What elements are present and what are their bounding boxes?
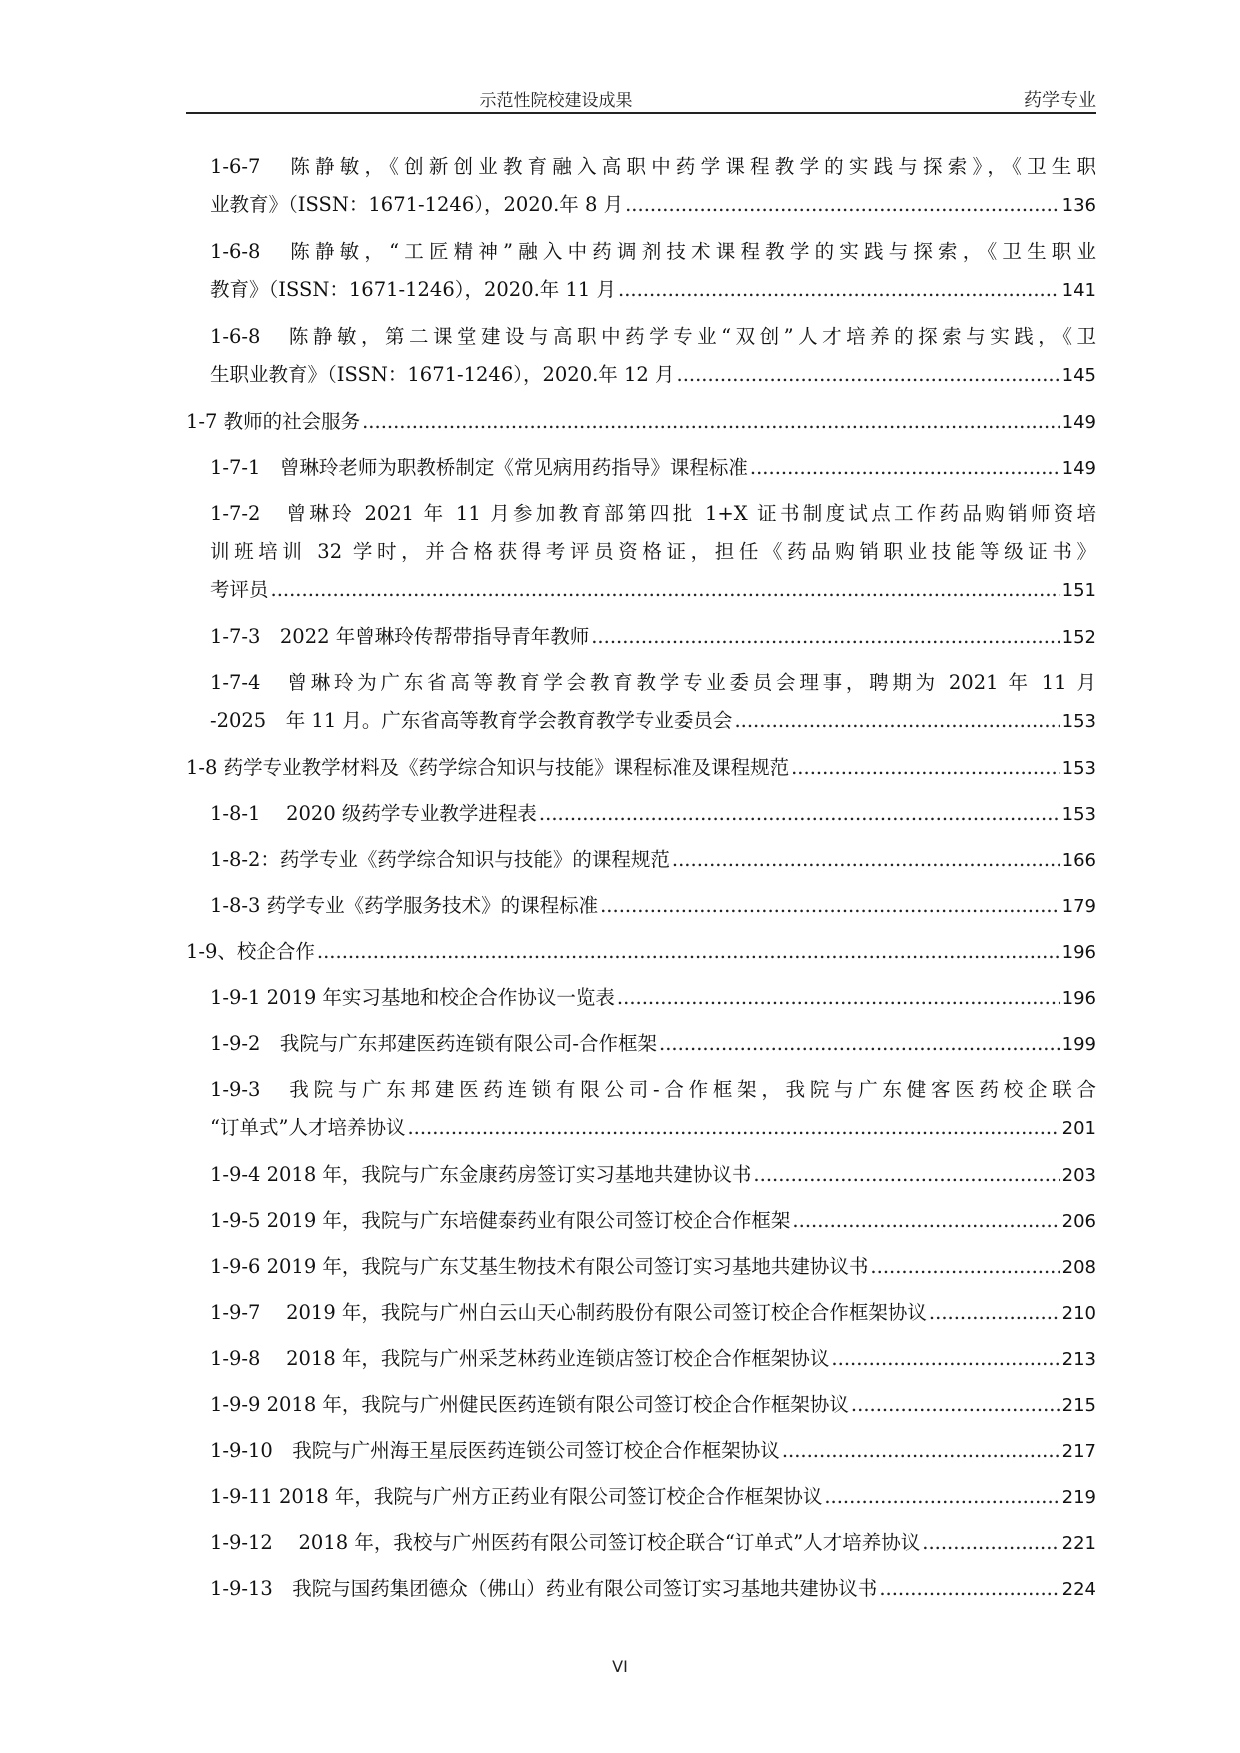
toc-entry[interactable]: [186, 795, 1096, 834]
toc-entry-text: 1-6-8 陈静敏，第二课堂建设与高职中药学专业“双创”人才培养的探索与实践，《卫: [210, 325, 1096, 348]
toc-entry-text: 1-9-7 2019 年，我院与广州白云山天心制药股份有限公司签订校企合作框架协议: [210, 1301, 927, 1324]
toc-entry[interactable]: [186, 887, 1096, 926]
toc-page-number: 196: [1061, 942, 1096, 963]
toc-entry-text: 1-9-12 2018 年，我校与广州医药有限公司签订校企联合“订单式”人才培养协议: [210, 1531, 921, 1554]
toc-page-number: 210: [1061, 1303, 1096, 1324]
toc-entry-text: 1-9-9 2018 年，我院与广州健民医药连锁有限公司签订校企合作框架协议: [210, 1393, 849, 1416]
toc-page-number: 151: [1061, 580, 1096, 601]
toc-leader-dots: [750, 449, 1060, 487]
toc-entry[interactable]: [186, 449, 1096, 488]
toc-leader-dots: [618, 271, 1060, 309]
toc-page-number: 136: [1061, 195, 1096, 216]
toc-entry-text: 1-7-2 曾琳玲 2021 年 11 月参加教育部第四批 1+X 证书制度试点工作药品购销师资培: [210, 502, 1096, 525]
toc-entry-text: 1-9-11 2018 年，我院与广州方正药业有限公司签订校企合作框架协议: [210, 1485, 823, 1508]
toc-entry-text: “订单式”人才培养协议: [210, 1116, 406, 1139]
toc-leader-dots: [539, 795, 1060, 833]
toc-entry-text: 教育》（ISSN：1671-1246），2020.年 11 月: [210, 278, 617, 301]
toc-entry[interactable]: [186, 1432, 1096, 1471]
table-of-contents: [186, 148, 1096, 1616]
toc-leader-dots: [824, 1478, 1059, 1516]
toc-page-number: 153: [1061, 711, 1096, 732]
toc-page-number: 221: [1061, 1533, 1096, 1554]
toc-entry[interactable]: [186, 749, 1096, 788]
toc-entry-text: 1-9-8 2018 年，我院与广州采芝林药业连锁店签订校企合作框架协议: [210, 1347, 830, 1370]
toc-entry[interactable]: [186, 1071, 1096, 1148]
toc-entry[interactable]: [186, 1340, 1096, 1379]
toc-page-number: 153: [1061, 758, 1096, 779]
toc-leader-dots: [659, 1025, 1060, 1063]
toc-leader-dots: [617, 979, 1060, 1017]
toc-entry[interactable]: [186, 495, 1096, 610]
toc-entry[interactable]: [186, 148, 1096, 225]
header-title: 示范性院校建设成果: [479, 91, 633, 111]
toc-page-number: 213: [1061, 1349, 1096, 1370]
toc-page-number: 149: [1061, 458, 1096, 479]
toc-entry[interactable]: [186, 1025, 1096, 1064]
toc-entry[interactable]: [186, 841, 1096, 880]
toc-leader-dots: [791, 749, 1060, 787]
toc-entry-text: 生职业教育》（ISSN：1671-1246），2020.年 12 月: [210, 363, 675, 386]
toc-entry[interactable]: [186, 1524, 1096, 1563]
toc-leader-dots: [317, 933, 1060, 971]
toc-leader-dots: [929, 1294, 1060, 1332]
toc-entry-text: 1-7 教师的社会服务: [186, 410, 361, 433]
toc-leader-dots: [922, 1524, 1059, 1562]
toc-leader-dots: [591, 618, 1059, 656]
toc-entry[interactable]: [186, 933, 1096, 972]
toc-leader-dots: [362, 403, 1060, 441]
toc-page-number: 201: [1061, 1118, 1096, 1139]
toc-page-number: 208: [1061, 1257, 1096, 1278]
header-major: 药学专业: [1024, 90, 1096, 111]
page-header: [186, 86, 1096, 112]
toc-entry[interactable]: [186, 979, 1096, 1018]
toc-entry-text: 1-8-3 药学专业《药学服务技术》的课程标准: [210, 894, 599, 917]
toc-entry[interactable]: [186, 1248, 1096, 1287]
toc-entry-text: 1-6-7 陈静敏，《创新创业教育融入高职中药学课程教学的实践与探索》，《卫生职: [210, 155, 1096, 178]
toc-leader-dots: [672, 841, 1060, 879]
toc-entry[interactable]: [186, 1156, 1096, 1195]
toc-page-number: 219: [1061, 1487, 1096, 1508]
toc-entry[interactable]: [186, 1478, 1096, 1517]
toc-entry-text: 1-9-3 我院与广东邦建医药连锁有限公司-合作框架，我院与广东健客医药校企联合: [210, 1078, 1096, 1101]
toc-leader-dots: [753, 1156, 1059, 1194]
toc-entry[interactable]: [186, 1386, 1096, 1425]
toc-leader-dots: [870, 1248, 1059, 1286]
toc-page-number: 145: [1061, 365, 1096, 386]
page-number: VI: [612, 1657, 628, 1676]
toc-leader-dots: [625, 186, 1060, 224]
toc-entry-text: 1-7-4 曾琳玲为广东省高等教育学会教育教学专业委员会理事，聘期为 2021 年 11 月: [210, 671, 1096, 694]
toc-leader-dots: [407, 1109, 1059, 1147]
toc-entry-text: 1-9-1 2019 年实习基地和校企合作协议一览表: [210, 986, 615, 1009]
toc-entry-text: 训班培训 32 学时，并合格获得考评员资格证，担任《药品购销职业技能等级证书》: [210, 540, 1096, 563]
header-rule: [186, 112, 1096, 114]
toc-entry-text: 1-8-2：药学专业《药学综合知识与技能》的课程规范: [210, 848, 670, 871]
toc-page-number: 196: [1061, 988, 1096, 1009]
toc-page-number: 215: [1061, 1395, 1096, 1416]
toc-entry[interactable]: [186, 664, 1096, 741]
toc-leader-dots: [782, 1432, 1060, 1470]
toc-entry-text: 1-9-10 我院与广州海王星辰医药连锁公司签订校企合作框架协议: [210, 1439, 780, 1462]
toc-leader-dots: [734, 702, 1059, 740]
toc-entry-text: 1-6-8 陈静敏，“工匠精神”融入中药调剂技术课程教学的实践与探索，《卫生职业: [210, 240, 1096, 263]
toc-page-number: 199: [1061, 1034, 1096, 1055]
toc-leader-dots: [792, 1202, 1059, 1240]
toc-leader-dots: [831, 1340, 1059, 1378]
toc-page-number: 152: [1061, 627, 1096, 648]
toc-page-number: 217: [1061, 1441, 1096, 1462]
toc-entry[interactable]: [186, 233, 1096, 310]
toc-page-number: 149: [1061, 412, 1096, 433]
toc-entry[interactable]: [186, 403, 1096, 442]
toc-entry-text: -2025 年 11 月。广东省高等教育学会教育教学专业委员会: [210, 709, 733, 732]
toc-entry-text: 1-9-5 2019 年，我院与广东培健泰药业有限公司签订校企合作框架: [210, 1209, 791, 1232]
toc-entry-text: 1-9-2 我院与广东邦建医药连锁有限公司-合作框架: [210, 1032, 657, 1055]
toc-entry-text: 考评员: [210, 578, 269, 601]
toc-page-number: 206: [1061, 1211, 1096, 1232]
toc-leader-dots: [600, 887, 1060, 925]
toc-entry[interactable]: [186, 1202, 1096, 1241]
toc-leader-dots: [879, 1570, 1059, 1608]
toc-entry-text: 1-9-4 2018 年，我院与广东金康药房签订实习基地共建协议书: [210, 1163, 752, 1186]
toc-entry-text: 1-8-1 2020 级药学专业教学进程表: [210, 802, 537, 825]
toc-leader-dots: [271, 571, 1060, 609]
toc-page-number: 153: [1061, 804, 1096, 825]
toc-entry[interactable]: [186, 618, 1096, 657]
toc-entry[interactable]: [186, 1570, 1096, 1609]
toc-page-number: 203: [1061, 1165, 1096, 1186]
toc-entry[interactable]: [186, 1294, 1096, 1333]
toc-entry-text: 业教育》（ISSN：1671-1246），2020.年 8 月: [210, 193, 624, 216]
toc-entry-text: 1-9、校企合作: [186, 940, 315, 963]
toc-entry-text: 1-8 药学专业教学材料及《药学综合知识与技能》课程标准及课程规范: [186, 756, 790, 779]
toc-page-number: 224: [1061, 1579, 1096, 1600]
toc-page-number: 179: [1061, 896, 1096, 917]
toc-page-number: 166: [1061, 850, 1096, 871]
toc-leader-dots: [677, 356, 1060, 394]
toc-entry-text: 1-7-3 2022 年曾琳玲传帮带指导青年教师: [210, 625, 590, 648]
toc-entry[interactable]: [186, 318, 1096, 395]
toc-page-number: 141: [1061, 280, 1096, 301]
toc-entry-text: 1-9-13 我院与国药集团德众（佛山）药业有限公司签订实习基地共建协议书: [210, 1577, 878, 1600]
toc-entry-text: 1-7-1 曾琳玲老师为职教桥制定《常见病用药指导》课程标准: [210, 456, 748, 479]
toc-entry-text: 1-9-6 2019 年，我院与广东艾基生物技术有限公司签订实习基地共建协议书: [210, 1255, 869, 1278]
toc-leader-dots: [851, 1386, 1060, 1424]
